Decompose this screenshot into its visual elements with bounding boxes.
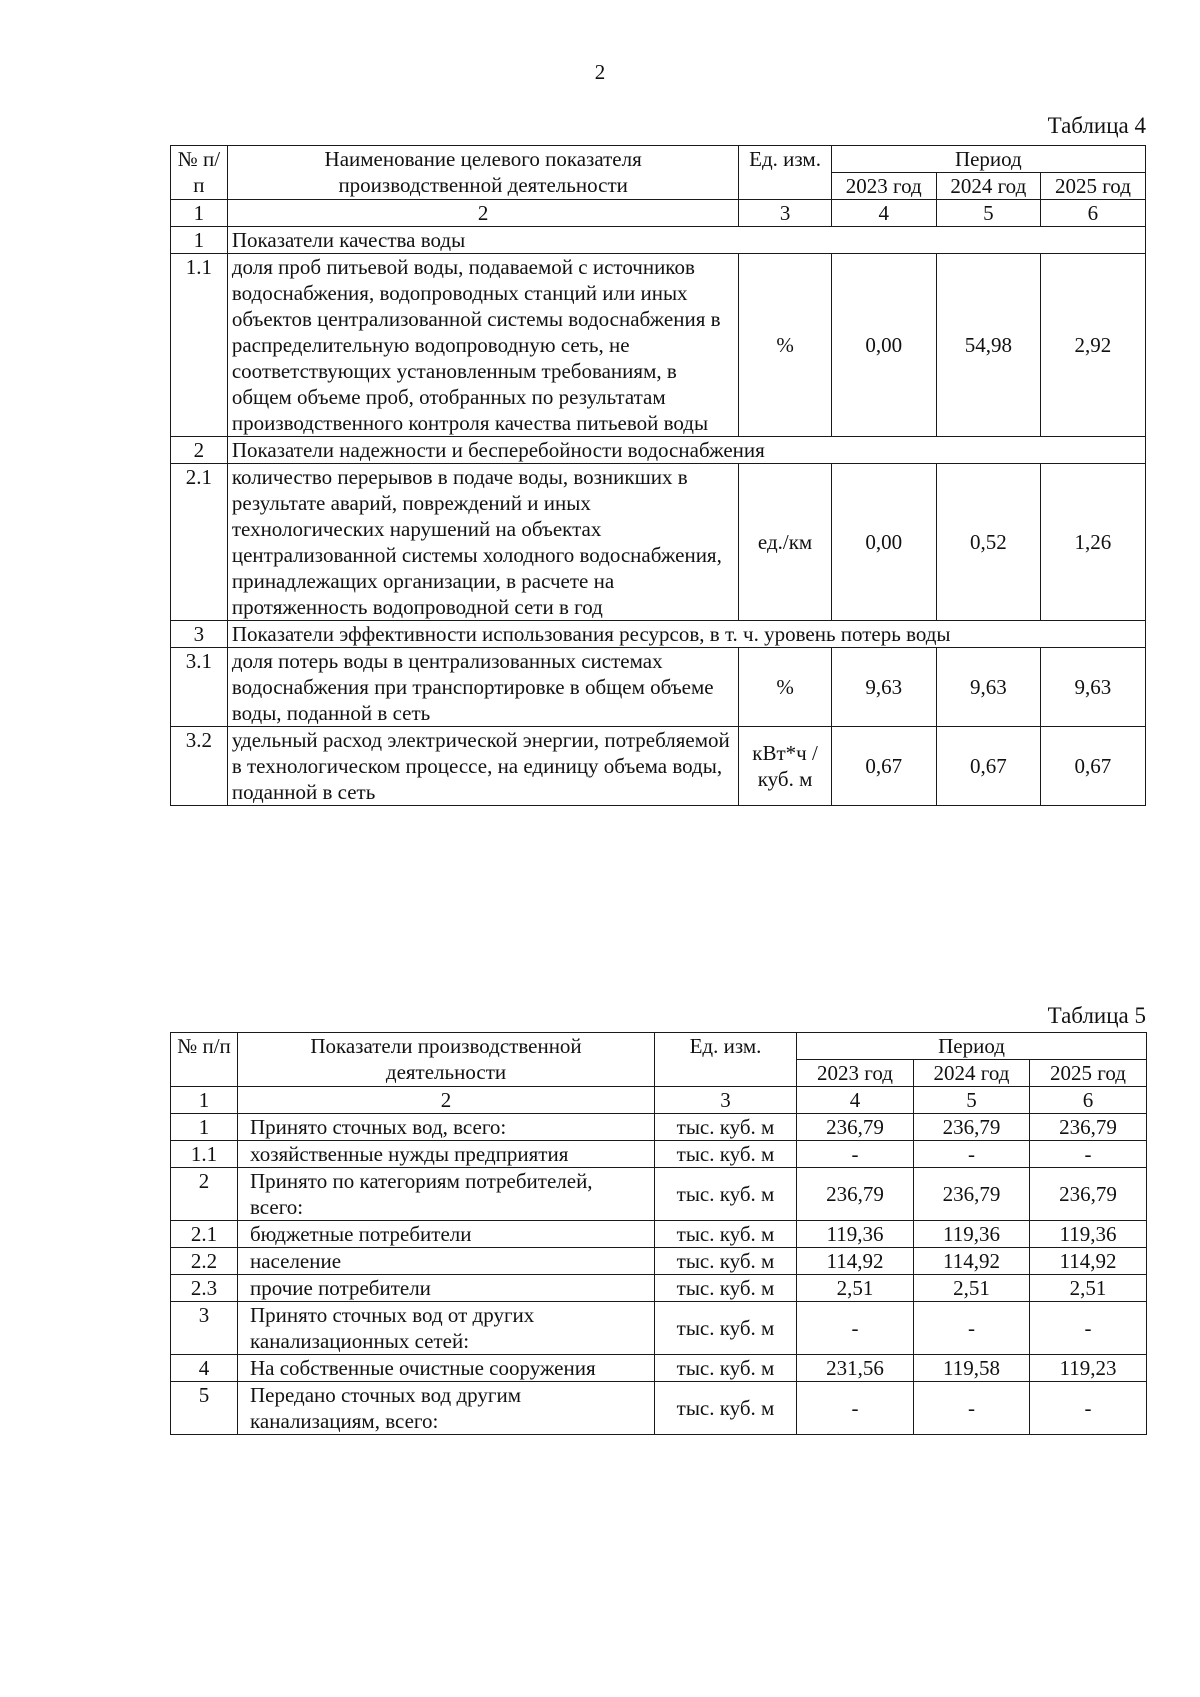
row-name: Передано сточных вод другим канализациям, всего: [238, 1382, 655, 1435]
row-unit: тыс. куб. м [655, 1248, 797, 1275]
table4-section-2 [171, 437, 1146, 464]
row-unit: тыс. куб. м [655, 1302, 797, 1355]
row-name: доля проб питьевой воды, подаваемой с источников водоснабжения, водопроводных станций или иных объектов централизованной системы водоснабжения в распределительную водопроводную сеть, не соответствующих установленным требованиям, в общем объеме проб, отобранных по результатам производственного контроля качества питьевой воды [227, 254, 739, 437]
table4-header-2023: 2023 год [831, 173, 936, 200]
row-unit: ед./км [739, 464, 831, 621]
table4 [170, 145, 1146, 806]
table4-section-1 [171, 227, 1146, 254]
row-name: Принято сточных вод от других канализационных сетей: [238, 1302, 655, 1355]
section-title: Показатели надежности и бесперебойности водоснабжения [227, 437, 1145, 464]
table5-header-num: № п/п [171, 1033, 238, 1087]
section-title: Показатели качества воды [227, 227, 1145, 254]
table5-header-name: Показатели производственной деятельности [238, 1033, 655, 1087]
row-value-2023: - [797, 1302, 914, 1355]
table4-header-row [171, 146, 1146, 173]
row-unit: тыс. куб. м [655, 1355, 797, 1382]
section-num: 1 [171, 227, 228, 254]
row-value-2023: 0,00 [831, 464, 936, 621]
table5-header-2024: 2024 год [914, 1060, 1030, 1087]
table-row [171, 1248, 1147, 1275]
row-value-2023: 236,79 [797, 1168, 914, 1221]
table4-header-num: № п/п [171, 146, 228, 200]
table4-row-3-1 [171, 648, 1146, 727]
row-value-2025: - [1030, 1382, 1147, 1435]
row-name: удельный расход электрической энергии, потребляемой в технологическом процессе, на единицу объема воды, поданной в сеть [227, 727, 739, 806]
row-name: население [238, 1248, 655, 1275]
row-name: На собственные очистные сооружения [238, 1355, 655, 1382]
row-value-2023: 0,00 [831, 254, 936, 437]
row-name: прочие потребители [238, 1275, 655, 1302]
row-num: 1.1 [171, 1141, 238, 1168]
row-unit: тыс. куб. м [655, 1114, 797, 1141]
row-value-2025: 119,23 [1030, 1355, 1147, 1382]
row-unit: кВт*ч / куб. м [739, 727, 831, 806]
row-value-2023: 231,56 [797, 1355, 914, 1382]
table4-row-2-1 [171, 464, 1146, 621]
table5-header-period: Период [797, 1033, 1147, 1060]
row-value-2025: - [1030, 1141, 1147, 1168]
table-row [171, 1141, 1147, 1168]
table4-col-numbers [171, 200, 1146, 227]
row-value-2024: 236,79 [914, 1168, 1030, 1221]
row-value-2025: 0,67 [1040, 727, 1145, 806]
row-num: 5 [171, 1382, 238, 1435]
row-value-2024: 2,51 [914, 1275, 1030, 1302]
row-name: Принято по категориям потребителей, всего: [238, 1168, 655, 1221]
table4-header-2025: 2025 год [1040, 173, 1145, 200]
row-value-2025: 236,79 [1030, 1114, 1147, 1141]
row-value-2024: 114,92 [914, 1248, 1030, 1275]
row-unit: % [739, 254, 831, 437]
row-value-2025: 9,63 [1040, 648, 1145, 727]
col-number: 6 [1040, 200, 1145, 227]
row-num: 2.2 [171, 1248, 238, 1275]
row-num: 2.3 [171, 1275, 238, 1302]
row-value-2024: 0,52 [936, 464, 1040, 621]
row-value-2025: 119,36 [1030, 1221, 1147, 1248]
row-value-2024: 0,67 [936, 727, 1040, 806]
table4-header-name: Наименование целевого показателя производственной деятельности [227, 146, 739, 200]
table5-header-2025: 2025 год [1030, 1060, 1147, 1087]
table5-header-2023: 2023 год [797, 1060, 914, 1087]
row-value-2024: 236,79 [914, 1114, 1030, 1141]
col-number: 6 [1030, 1087, 1147, 1114]
table5 [170, 1032, 1147, 1435]
table-row [171, 1302, 1147, 1355]
row-value-2024: 119,58 [914, 1355, 1030, 1382]
row-value-2025: 236,79 [1030, 1168, 1147, 1221]
row-num: 1.1 [171, 254, 228, 437]
section-num: 3 [171, 621, 228, 648]
col-number: 4 [797, 1087, 914, 1114]
row-value-2024: - [914, 1382, 1030, 1435]
col-number: 3 [655, 1087, 797, 1114]
col-number: 2 [238, 1087, 655, 1114]
row-unit: тыс. куб. м [655, 1168, 797, 1221]
table4-header-unit: Ед. изм. [739, 146, 831, 200]
row-value-2023: 119,36 [797, 1221, 914, 1248]
table4-section-3 [171, 621, 1146, 648]
page-number: 2 [594, 60, 606, 84]
row-unit: тыс. куб. м [655, 1141, 797, 1168]
table5-col-numbers [171, 1087, 1147, 1114]
col-number: 1 [171, 1087, 238, 1114]
section-title: Показатели эффективности использования ресурсов, в т. ч. уровень потерь воды [227, 621, 1145, 648]
row-value-2024: - [914, 1141, 1030, 1168]
table5-caption: Таблица 5 [1047, 1003, 1146, 1028]
col-number: 5 [936, 200, 1040, 227]
table5-header-row [171, 1033, 1147, 1060]
section-num: 2 [171, 437, 228, 464]
row-value-2023: 0,67 [831, 727, 936, 806]
table-row [171, 1168, 1147, 1221]
row-name: доля потерь воды в централизованных системах водоснабжения при транспортировке в общем объеме воды, поданной в сеть [227, 648, 739, 727]
table4-row-1-1 [171, 254, 1146, 437]
row-value-2024: 119,36 [914, 1221, 1030, 1248]
table4-caption: Таблица 4 [1047, 113, 1146, 138]
row-num: 1 [171, 1114, 238, 1141]
table4-header-period: Период [831, 146, 1145, 173]
row-value-2023: 236,79 [797, 1114, 914, 1141]
table-row [171, 1355, 1147, 1382]
row-num: 2 [171, 1168, 238, 1221]
row-name: бюджетные потребители [238, 1221, 655, 1248]
row-value-2023: - [797, 1141, 914, 1168]
row-value-2023: 2,51 [797, 1275, 914, 1302]
row-num: 4 [171, 1355, 238, 1382]
row-num: 3.1 [171, 648, 228, 727]
row-unit: тыс. куб. м [655, 1275, 797, 1302]
row-value-2025: 2,51 [1030, 1275, 1147, 1302]
row-unit: тыс. куб. м [655, 1221, 797, 1248]
table5-header-unit: Ед. изм. [655, 1033, 797, 1087]
row-value-2023: - [797, 1382, 914, 1435]
row-name: хозяйственные нужды предприятия [238, 1141, 655, 1168]
table-row [171, 1221, 1147, 1248]
row-num: 2.1 [171, 464, 228, 621]
row-value-2025: 1,26 [1040, 464, 1145, 621]
row-value-2025: - [1030, 1302, 1147, 1355]
row-num: 3 [171, 1302, 238, 1355]
row-value-2025: 114,92 [1030, 1248, 1147, 1275]
table-row [171, 1114, 1147, 1141]
col-number: 2 [227, 200, 739, 227]
col-number: 3 [739, 200, 831, 227]
row-value-2024: 54,98 [936, 254, 1040, 437]
row-num: 3.2 [171, 727, 228, 806]
row-unit: % [739, 648, 831, 727]
row-num: 2.1 [171, 1221, 238, 1248]
row-unit: тыс. куб. м [655, 1382, 797, 1435]
row-value-2025: 2,92 [1040, 254, 1145, 437]
col-number: 1 [171, 200, 228, 227]
row-value-2024: 9,63 [936, 648, 1040, 727]
col-number: 4 [831, 200, 936, 227]
row-value-2023: 9,63 [831, 648, 936, 727]
table4-header-2024: 2024 год [936, 173, 1040, 200]
table4-row-3-2 [171, 727, 1146, 806]
table-row [171, 1275, 1147, 1302]
row-name: количество перерывов в подаче воды, возникших в результате аварий, повреждений и иных технологических нарушений на объектах централизованной системы холодного водоснабжения, принадлежащих организации, в расчете на протяженность водопроводной сети в год [227, 464, 739, 621]
table-row [171, 1382, 1147, 1435]
row-name: Принято сточных вод, всего: [238, 1114, 655, 1141]
row-value-2024: - [914, 1302, 1030, 1355]
row-value-2023: 114,92 [797, 1248, 914, 1275]
col-number: 5 [914, 1087, 1030, 1114]
